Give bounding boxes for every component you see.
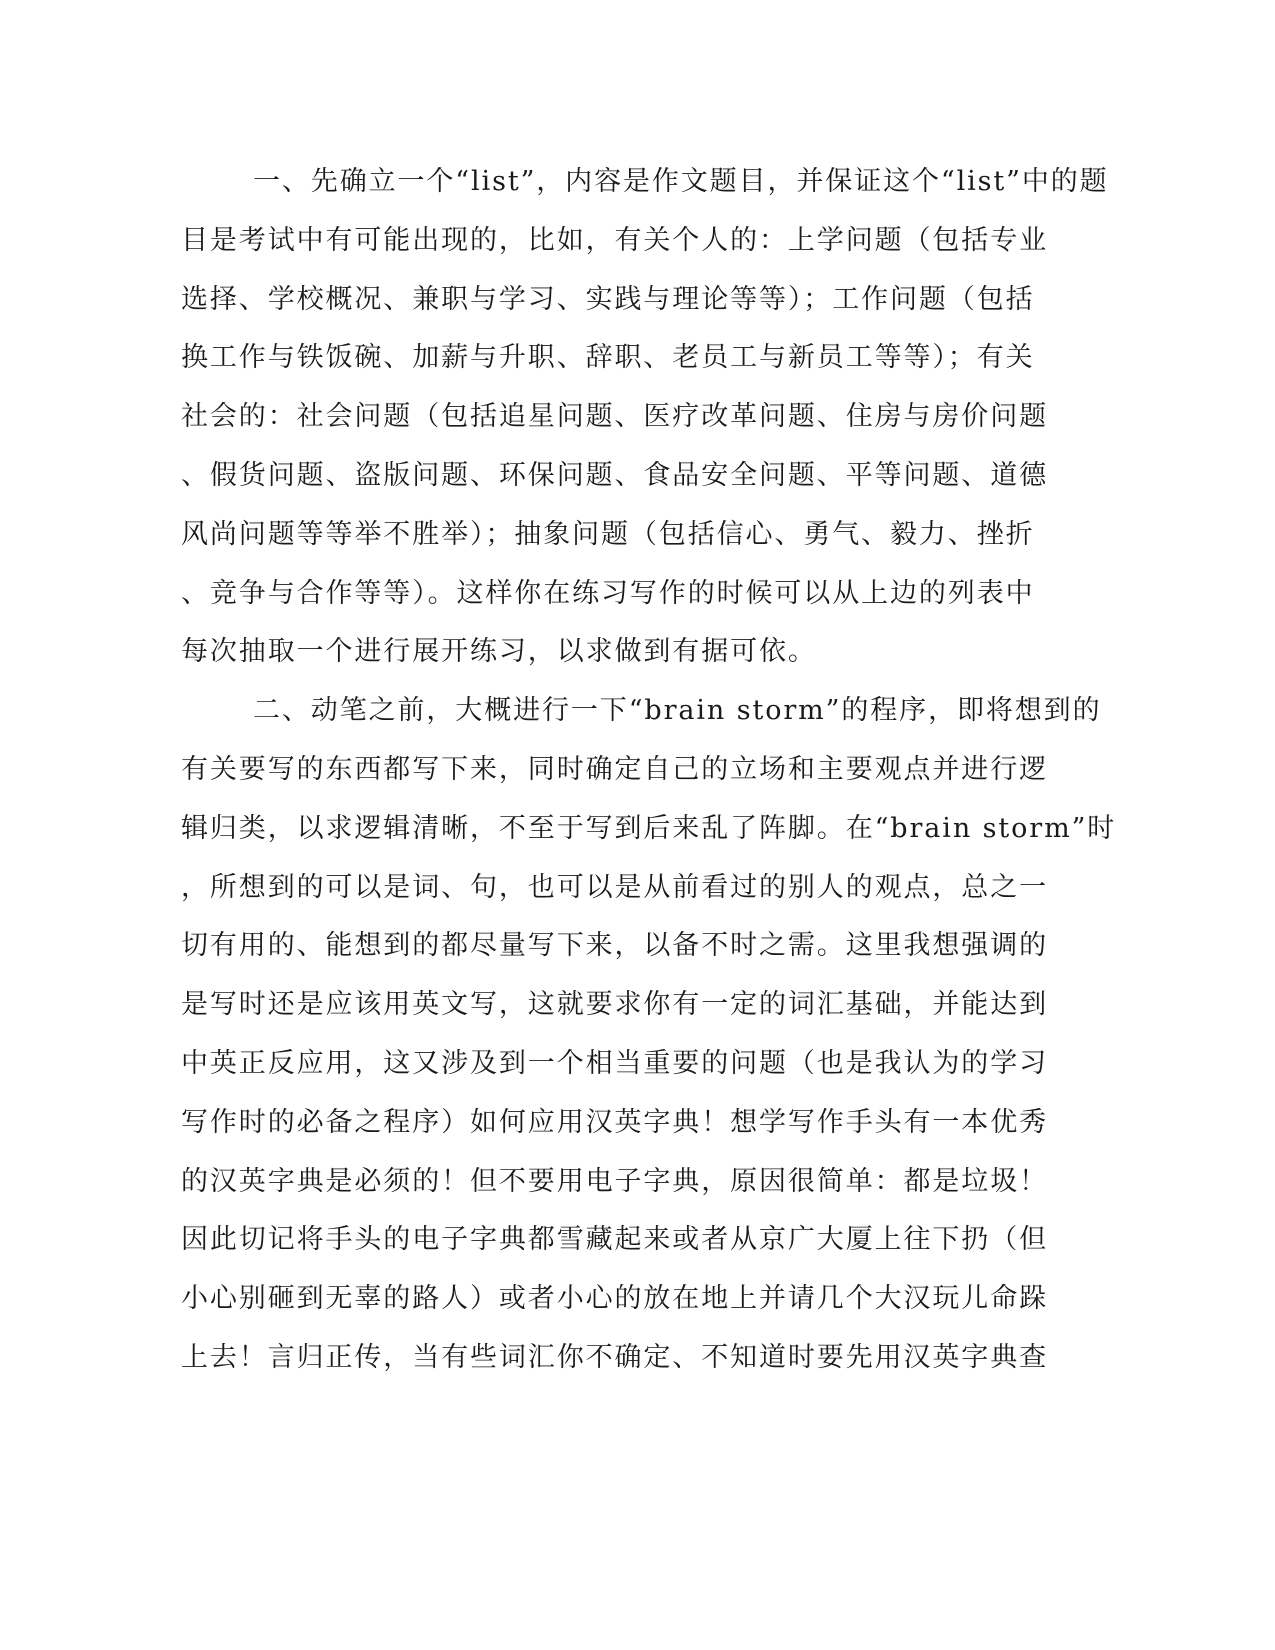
paragraph-1-line: 换工作与铁饭碗、加薪与升职、辞职、老员工与新员工等等）；有关 (181, 342, 1035, 374)
paragraph-1-line: 每次抽取一个进行展开练习，以求做到有据可依。 (181, 636, 817, 668)
paragraph-1-line: 、假货问题、盗版问题、环保问题、食品安全问题、平等问题、道德 (181, 459, 1048, 491)
paragraph-1-line: 风尚问题等等举不胜举）；抽象问题（包括信心、勇气、毅力、挫折 (181, 518, 1035, 550)
paragraph-2-line: 切有用的、能想到的都尽量写下来，以备不时之需。这里我想强调的 (181, 930, 1048, 962)
paragraph-2-line: 辑归类，以求逻辑清晰，不至于写到后来乱了阵脚。在“brain storm”时 (181, 812, 1117, 844)
paragraph-2-line: 小心别砸到无辜的路人）或者小心的放在地上并请几个大汉玩儿命跺 (181, 1283, 1048, 1315)
document-body (181, 153, 1117, 1388)
paragraph-2-line: 是写时还是应该用英文写，这就要求你有一定的词汇基础，并能达到 (181, 989, 1048, 1021)
paragraph-1-line: 选择、学校概况、兼职与学习、实践与理论等等）；工作问题（包括 (181, 283, 1035, 315)
paragraph-1-line: 目是考试中有可能出现的，比如，有关个人的：上学问题（包括专业 (181, 224, 1048, 256)
paragraph-2-line: 二、动笔之前，大概进行一下“brain storm”的程序，即将想到的 (253, 695, 1102, 727)
paragraph-2-line: 因此切记将手头的电子字典都雪藏起来或者从京广大厦上往下扔（但 (181, 1224, 1048, 1256)
paragraph-2-line: ，所想到的可以是词、句，也可以是从前看过的别人的观点，总之一 (181, 871, 1048, 903)
paragraph-2-line: 有关要写的东西都写下来，同时确定自己的立场和主要观点并进行逻 (181, 753, 1048, 785)
paragraph-1-line: 、竞争与合作等等）。这样你在练习写作的时候可以从上边的列表中 (181, 577, 1035, 609)
paragraph-1-line: 社会的：社会问题（包括追星问题、医疗改革问题、住房与房价问题 (181, 401, 1048, 433)
paragraph-2-line: 写作时的必备之程序）如何应用汉英字典！想学写作手头有一本优秀 (181, 1106, 1048, 1138)
paragraph-2-line: 中英正反应用，这又涉及到一个相当重要的问题（也是我认为的学习 (181, 1047, 1048, 1079)
paragraph-2-line: 的汉英字典是必须的！但不要用电子字典，原因很简单：都是垃圾！ (181, 1165, 1048, 1197)
paragraph-2-line: 上去！言归正传，当有些词汇你不确定、不知道时要先用汉英字典查 (181, 1341, 1048, 1373)
paragraph-1-line: 一、先确立一个“list”，内容是作文题目，并保证这个“list”中的题 (253, 166, 1109, 197)
